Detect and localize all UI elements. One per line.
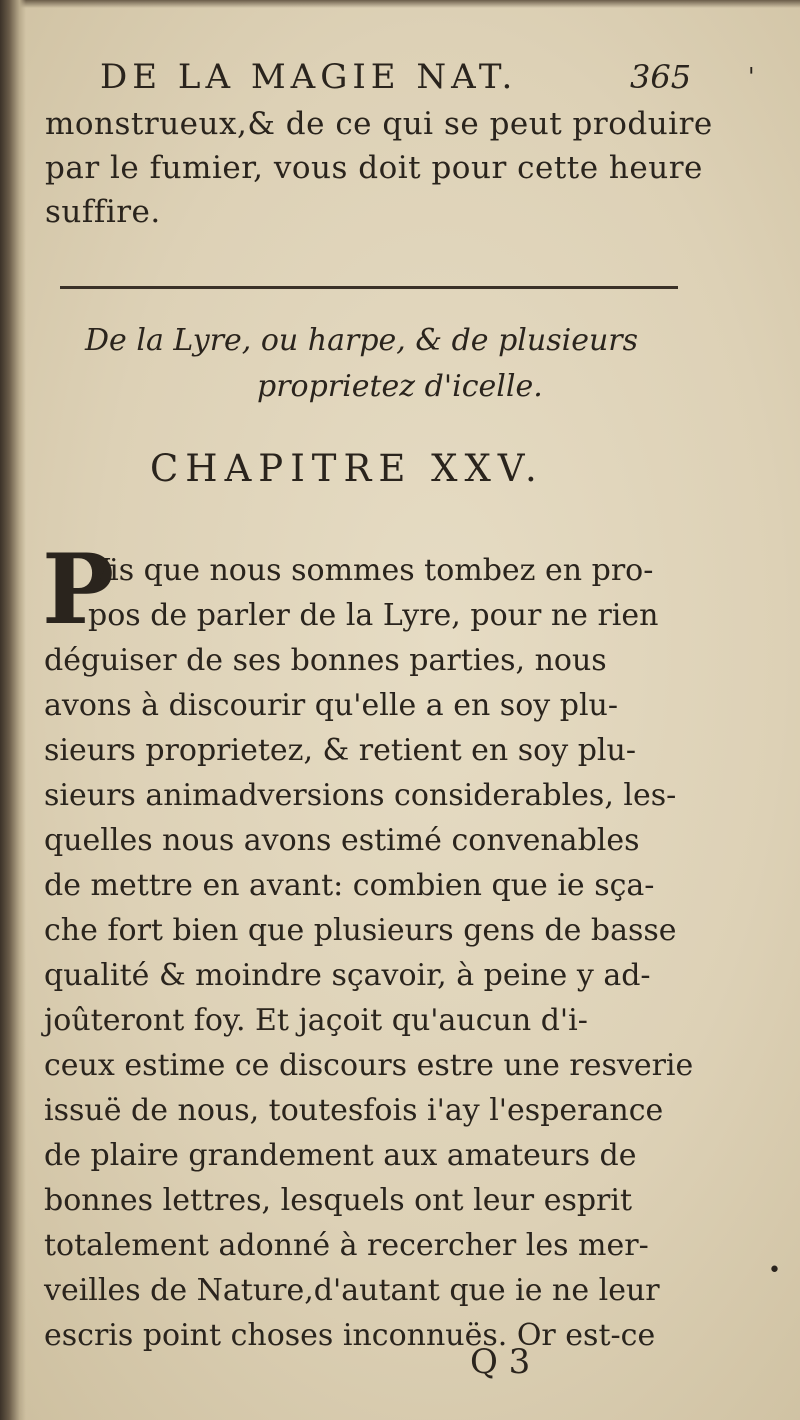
body-line: de mettre en avant: combien que ie sça- [44, 868, 655, 903]
page-gutter-shadow [0, 0, 26, 1420]
body-line: sieurs animadversions considerables, les- [44, 778, 677, 813]
intro-line: suffire. [45, 194, 161, 230]
body-line: avons à discourir qu'elle a en soy plu- [44, 688, 618, 723]
body-line: issuë de nous, toutesfois i'ay l'esperance [44, 1093, 664, 1128]
body-line: che fort bien que plusieurs gens de basse [44, 913, 677, 948]
drop-cap: P [42, 533, 115, 646]
page-header [100, 52, 710, 102]
subheading-line: proprietez d'icelle. [257, 369, 543, 404]
intro-paragraph [45, 102, 735, 234]
section-subheading [85, 318, 685, 410]
body-line: Vis que nous sommes tombez en pro- [88, 553, 654, 588]
signature-mark: Q 3 [470, 1342, 531, 1382]
body-line: totalement adonné à recercher les mer- [44, 1228, 649, 1263]
body-paragraph [44, 548, 734, 1358]
body-line: de plaire grandement aux amateurs de [44, 1138, 637, 1173]
body-line: bonnes lettres, lesquels ont leur esprit [44, 1183, 633, 1218]
margin-mark: • [768, 1258, 781, 1283]
running-title: DE LA MAGIE NAT. [100, 57, 518, 97]
page-top-edge [0, 0, 800, 8]
body-line: déguiser de ses bonnes parties, nous [44, 643, 607, 678]
body-line: veilles de Nature,d'autant que ie ne leur [44, 1273, 660, 1308]
body-line: sieurs proprietez, & retient en soy plu- [44, 733, 636, 768]
margin-dot: ' [748, 63, 755, 91]
body-line: pos de parler de la Lyre, pour ne rien [88, 598, 659, 633]
intro-line: monstrueux,& de ce qui se peut produire [45, 106, 713, 142]
body-line: quelles nous avons estimé convenables [44, 823, 640, 858]
chapter-heading: CHAPITRE XXV. [150, 447, 544, 490]
subheading-line: De la Lyre, ou harpe, & de plusieurs [85, 323, 639, 358]
body-line: ceux estime ce discours estre une resverie [44, 1048, 694, 1083]
body-line: joûteront foy. Et jaçoit qu'aucun d'i- [44, 1003, 588, 1038]
page-number: 365 [630, 58, 692, 96]
body-line: escris point choses inconnuës. Or est-ce [44, 1318, 656, 1353]
body-line: qualité & moindre sçavoir, à peine y ad- [44, 958, 651, 993]
section-divider-rule [60, 286, 678, 289]
intro-line: par le fumier, vous doit pour cette heure [45, 150, 703, 186]
